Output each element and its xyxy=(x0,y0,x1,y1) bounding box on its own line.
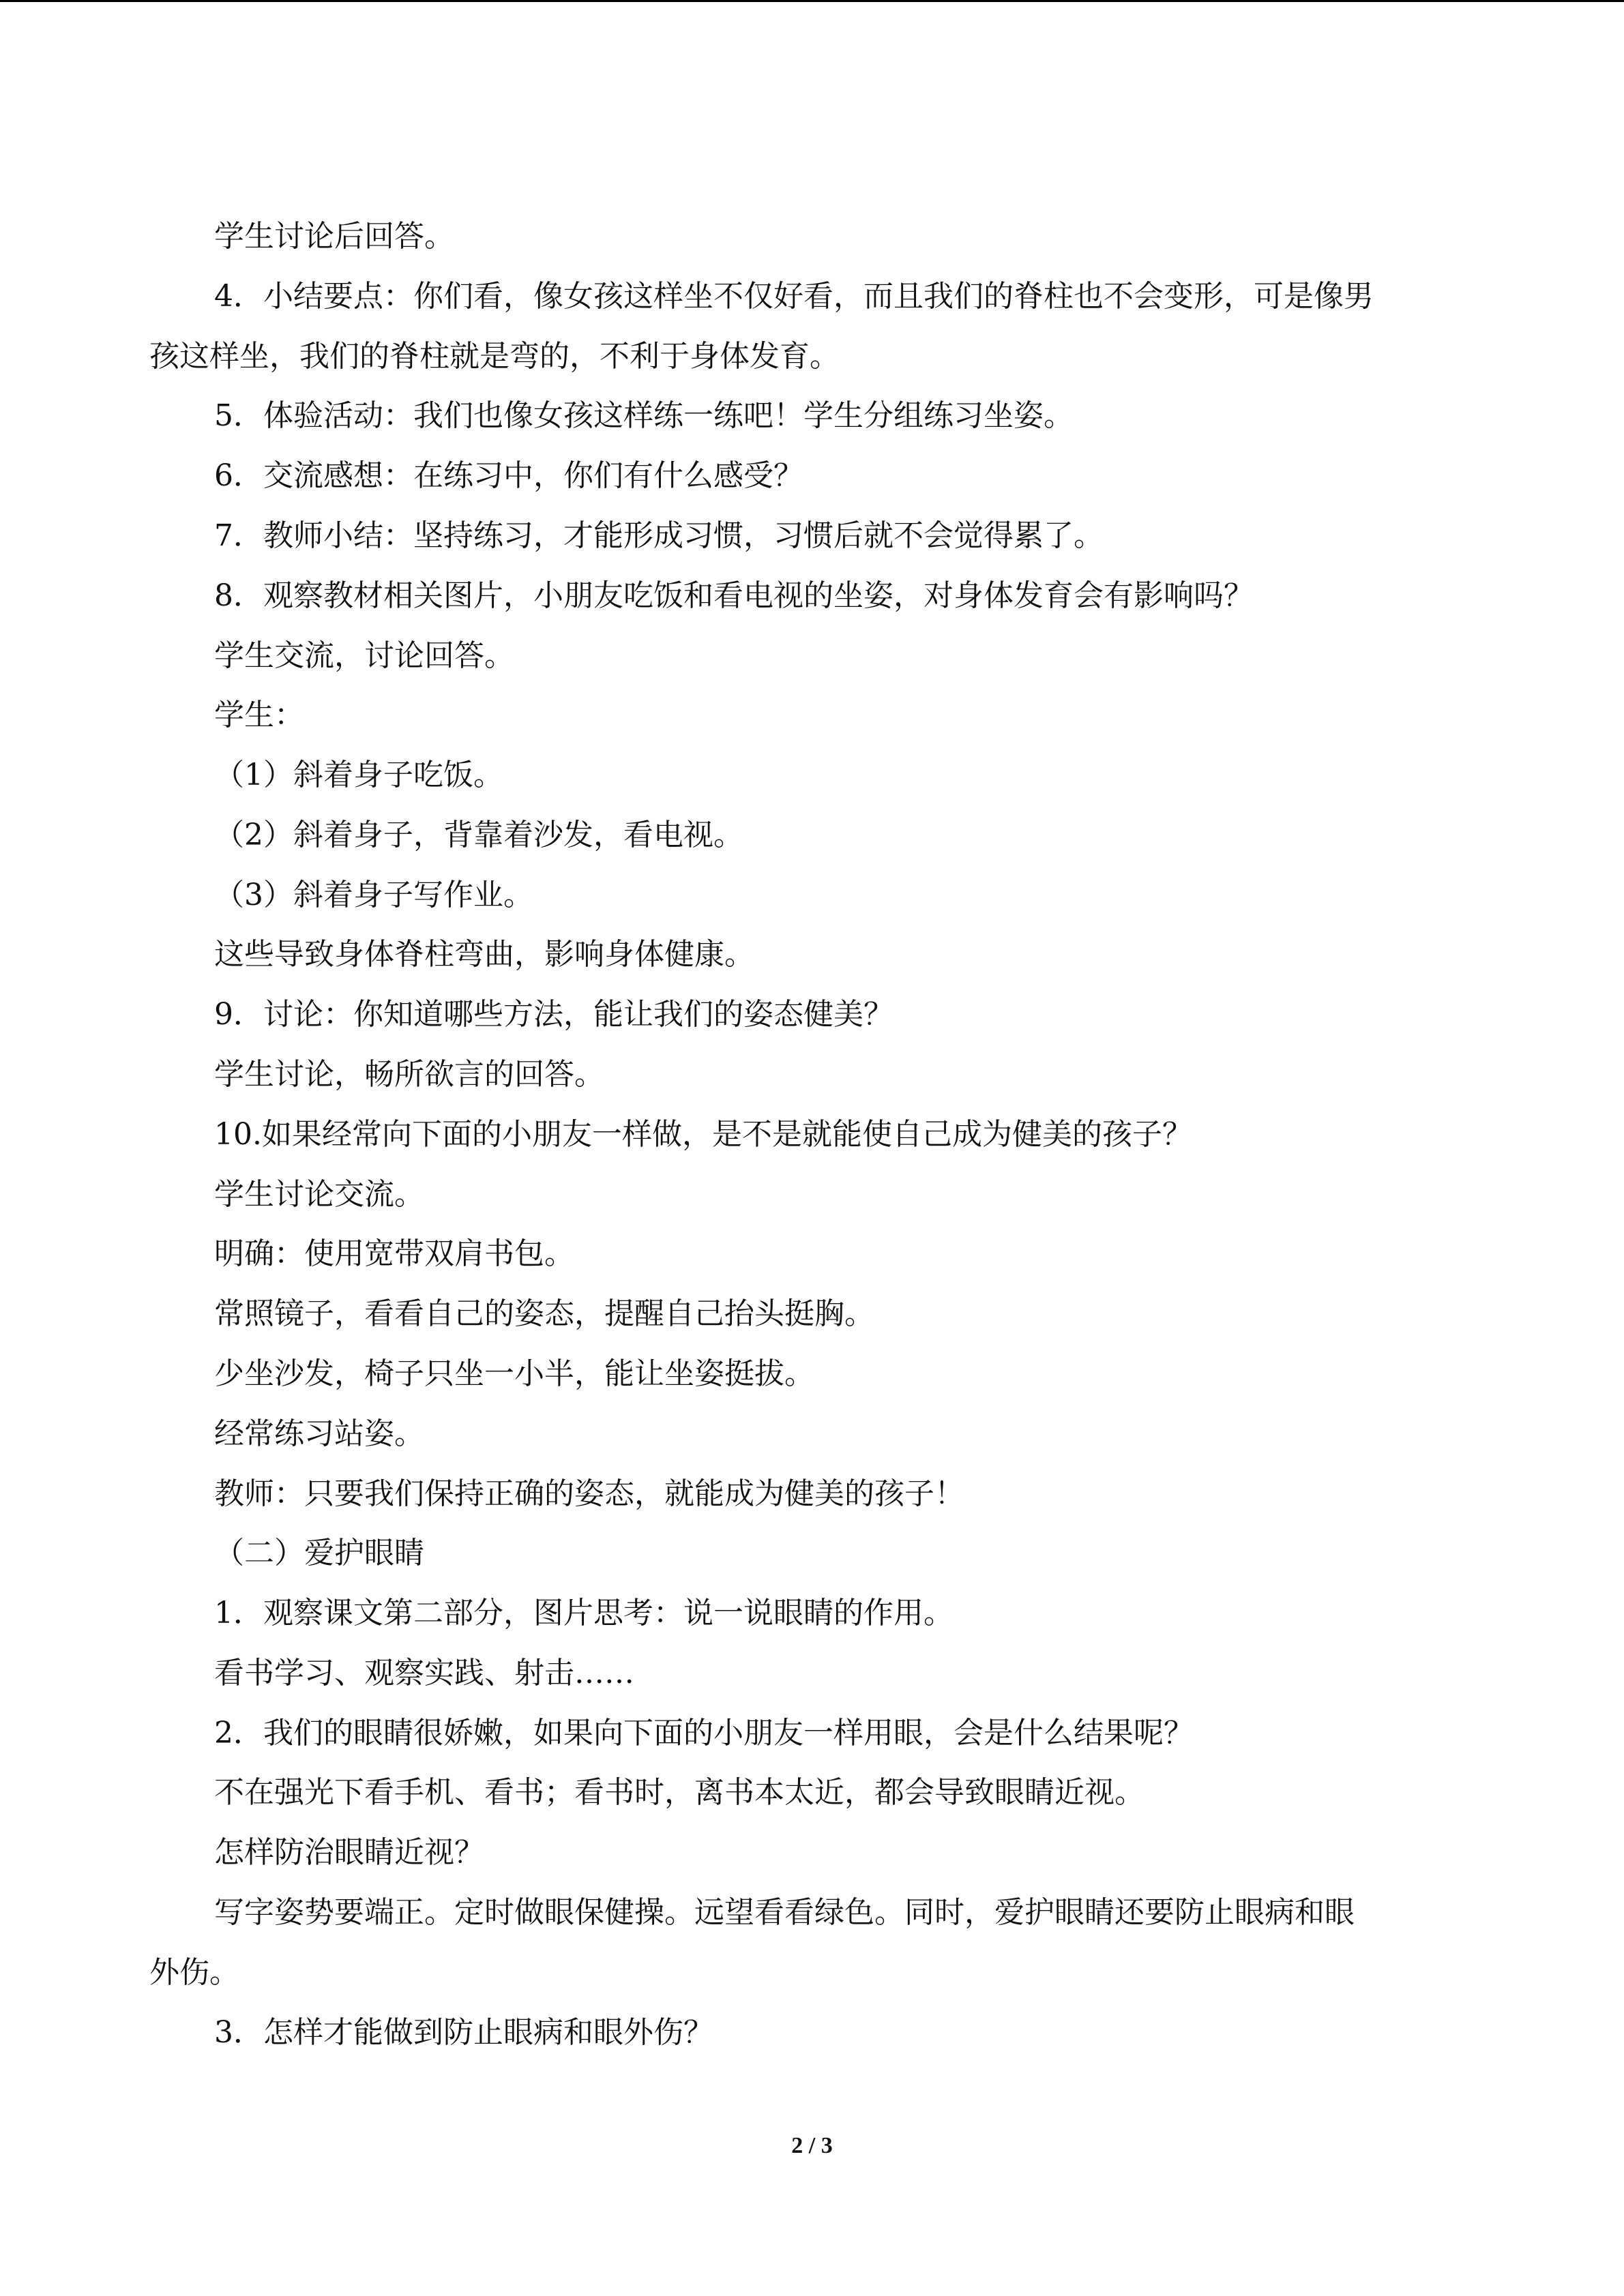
paragraph-line: 怎样防治眼睛近视？ xyxy=(214,1835,484,1870)
page-number: 2 / 3 xyxy=(791,2133,833,2158)
paragraph-line: 学生讨论交流。 xyxy=(214,1177,424,1212)
paragraph-line: 写字姿势要端正。定时做眼保健操。远望看看绿色。同时，爱护眼睛还要防止眼病和眼 xyxy=(214,1895,1355,1930)
paragraph-line: 1．观察课文第二部分，图片思考：说一说眼睛的作用。 xyxy=(214,1596,954,1630)
paragraph-line: 少坐沙发，椅子只坐一小半，能让坐姿挺拔。 xyxy=(214,1356,814,1391)
paragraph-line: 学生交流，讨论回答。 xyxy=(214,638,514,673)
paragraph-line: 学生： xyxy=(214,698,304,732)
paragraph-line: 常照镜子，看看自己的姿态，提醒自己抬头挺胸。 xyxy=(214,1296,874,1331)
paragraph-line: 4．小结要点：你们看，像女孩这样坐不仅好看，而且我们的脊柱也不会变形，可是像男 xyxy=(214,279,1374,314)
paragraph-line: （1）斜着身子吃饭。 xyxy=(214,758,503,792)
paragraph-line: 不在强光下看手机、看书；看书时，离书本太近，都会导致眼睛近视。 xyxy=(214,1775,1145,1810)
paragraph-line: 明确：使用宽带双肩书包。 xyxy=(214,1236,574,1271)
paragraph-line: 3．怎样才能做到防止眼病和眼外伤？ xyxy=(214,2015,713,2050)
paragraph-line: （3）斜着身子写作业。 xyxy=(214,878,533,912)
section-heading: （二）爱护眼睛 xyxy=(214,1536,424,1570)
paragraph-line: 学生讨论后回答。 xyxy=(214,219,454,254)
page-top-border xyxy=(0,0,1624,2)
paragraph-line: （2）斜着身子，背靠着沙发，看电视。 xyxy=(214,818,743,852)
paragraph-line: 看书学习、观察实践、射击…… xyxy=(214,1656,634,1690)
paragraph-line: 2．我们的眼睛很娇嫩，如果向下面的小朋友一样用眼，会是什么结果呢？ xyxy=(214,1716,1194,1750)
paragraph-line: 这些导致身体脊柱弯曲，影响身体健康。 xyxy=(214,937,754,972)
paragraph-line: 10.如果经常向下面的小朋友一样做，是不是就能使自己成为健美的孩子？ xyxy=(214,1117,1192,1152)
paragraph-line: 9．讨论：你知道哪些方法，能让我们的姿态健美？ xyxy=(214,997,894,1032)
paragraph-line: 6．交流感想：在练习中，你们有什么感受？ xyxy=(214,458,803,493)
paragraph-line: 经常练习站姿。 xyxy=(214,1416,424,1451)
paragraph-line: 8．观察教材相关图片，小朋友吃饭和看电视的坐姿，对身体发育会有影响吗？ xyxy=(214,578,1254,613)
paragraph-line: 5．体验活动：我们也像女孩这样练一练吧！学生分组练习坐姿。 xyxy=(214,398,1074,433)
paragraph-line: 学生讨论，畅所欲言的回答。 xyxy=(214,1057,604,1092)
paragraph-line: 教师：只要我们保持正确的姿态，就能成为健美的孩子！ xyxy=(214,1476,964,1511)
paragraph-line: 7．教师小结：坚持练习，才能形成习惯，习惯后就不会觉得累了。 xyxy=(214,518,1104,553)
paragraph-line: 孩这样坐，我们的脊柱就是弯的，不利于身体发育。 xyxy=(149,339,840,374)
paragraph-line: 外伤。 xyxy=(149,1955,239,1990)
